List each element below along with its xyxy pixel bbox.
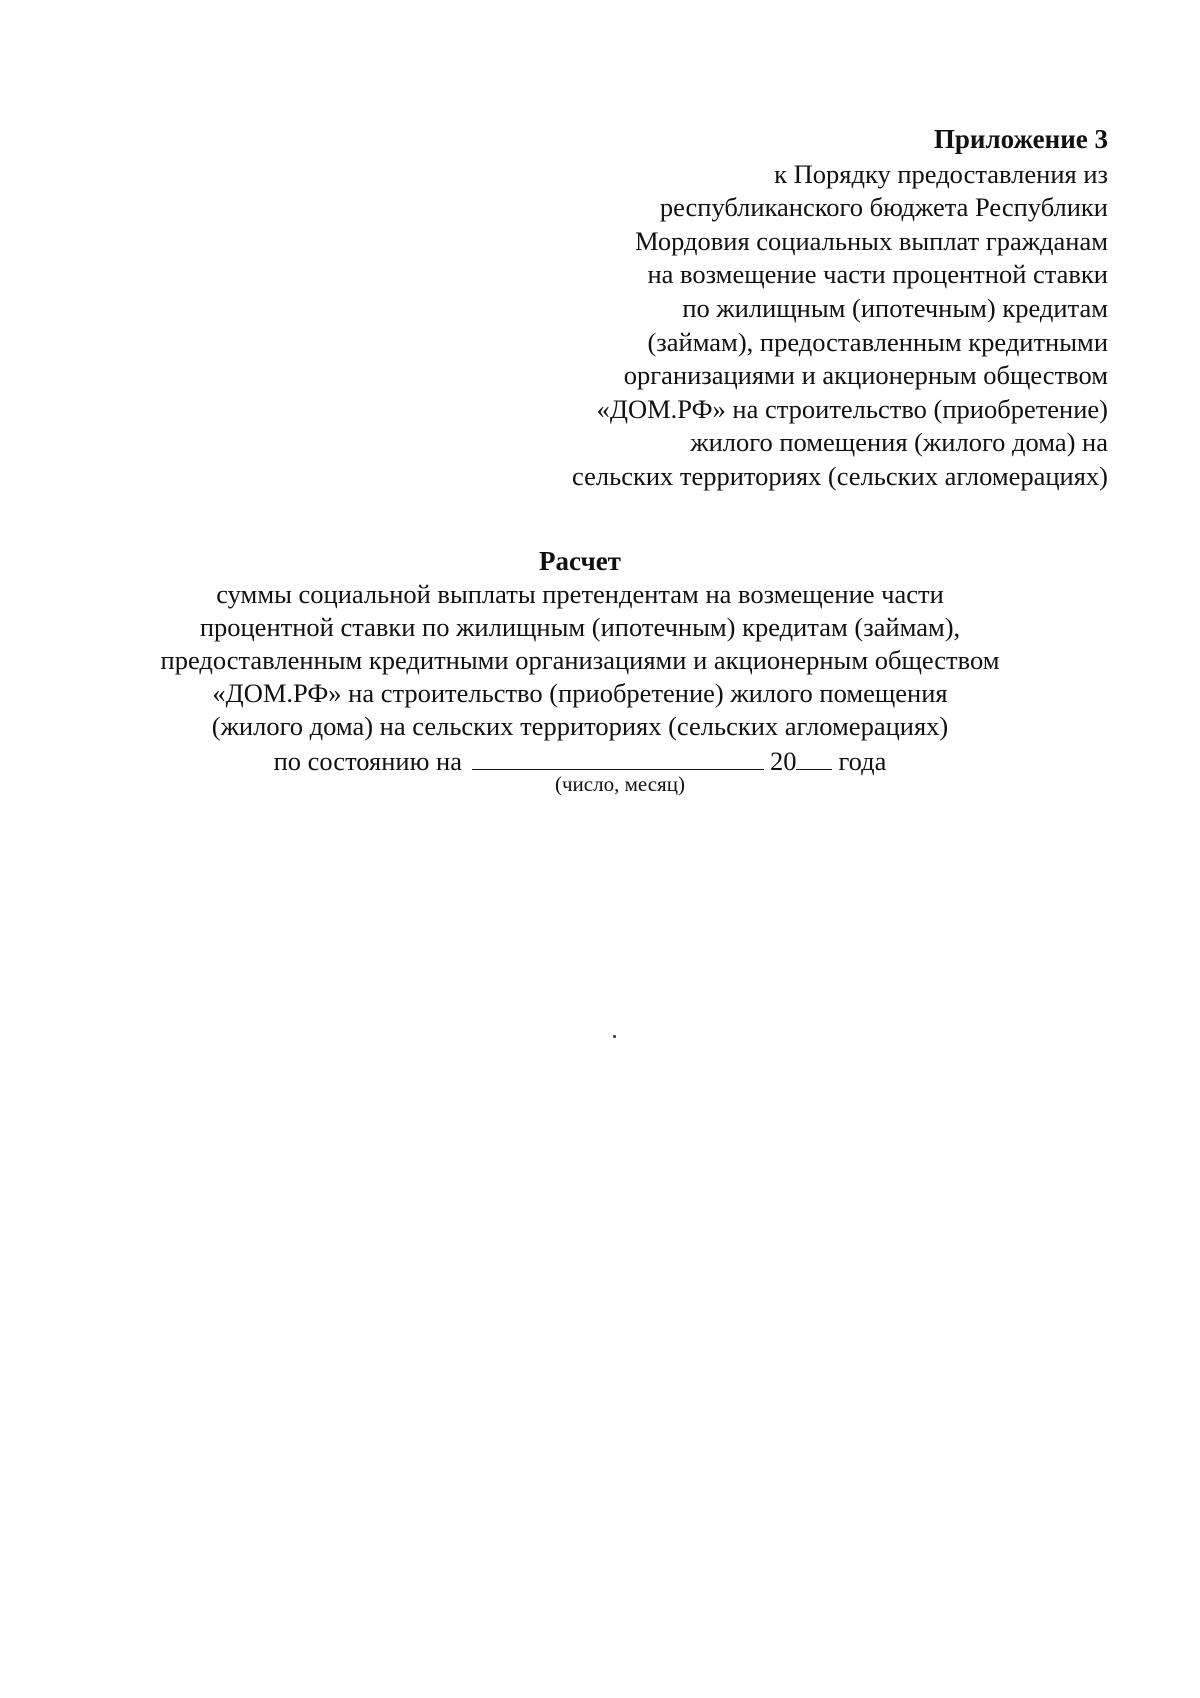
appendix-line: к Порядку предоставления из [774, 158, 1108, 189]
appendix-line: по жилищным (ипотечным) кредитам [682, 292, 1108, 323]
appendix-line: организациями и акционерным обществом [623, 360, 1108, 391]
year-blank-field[interactable] [796, 743, 832, 770]
date-caption: (число, месяц) [555, 772, 685, 796]
date-prefix: по состоянию на [273, 746, 462, 776]
year-prefix: 20 [769, 746, 797, 776]
appendix-line: сельских территориях (сельских агломерациях) [572, 460, 1108, 491]
calculation-line: суммы социальной выплаты претендентам на возмещение части [216, 579, 944, 609]
date-suffix: года [838, 746, 887, 776]
appendix-line: (займам), предоставленным кредитными [647, 326, 1108, 357]
calculation-line: предоставленным кредитными организациями и акционерным обществом [160, 645, 1000, 675]
appendix-line: на возмещение части процентной ставки [647, 259, 1108, 290]
calculation-line: «ДОМ.РФ» на строительство (приобретение) жилого помещения [212, 678, 948, 708]
appendix-line: «ДОМ.РФ» на строительство (приобретение) [596, 393, 1108, 424]
calculation-block [140, 545, 1020, 778]
appendix-block [468, 123, 1108, 494]
calculation-heading: Расчет [539, 546, 621, 576]
calculation-line: (жилого дома) на сельских территориях (сельских агломерациях) [211, 711, 949, 741]
appendix-line: республиканского бюджета Республики [659, 192, 1108, 223]
scan-speck [613, 1035, 616, 1038]
appendix-heading: Приложение 3 [933, 124, 1108, 154]
appendix-line: жилого помещения (жилого дома) на [690, 427, 1108, 458]
calculation-line: процентной ставки по жилищным (ипотечным) кредитам (займам), [199, 612, 961, 642]
date-blank-field[interactable] [472, 743, 764, 770]
appendix-line: Мордовия социальных выплат гражданам [635, 225, 1108, 256]
